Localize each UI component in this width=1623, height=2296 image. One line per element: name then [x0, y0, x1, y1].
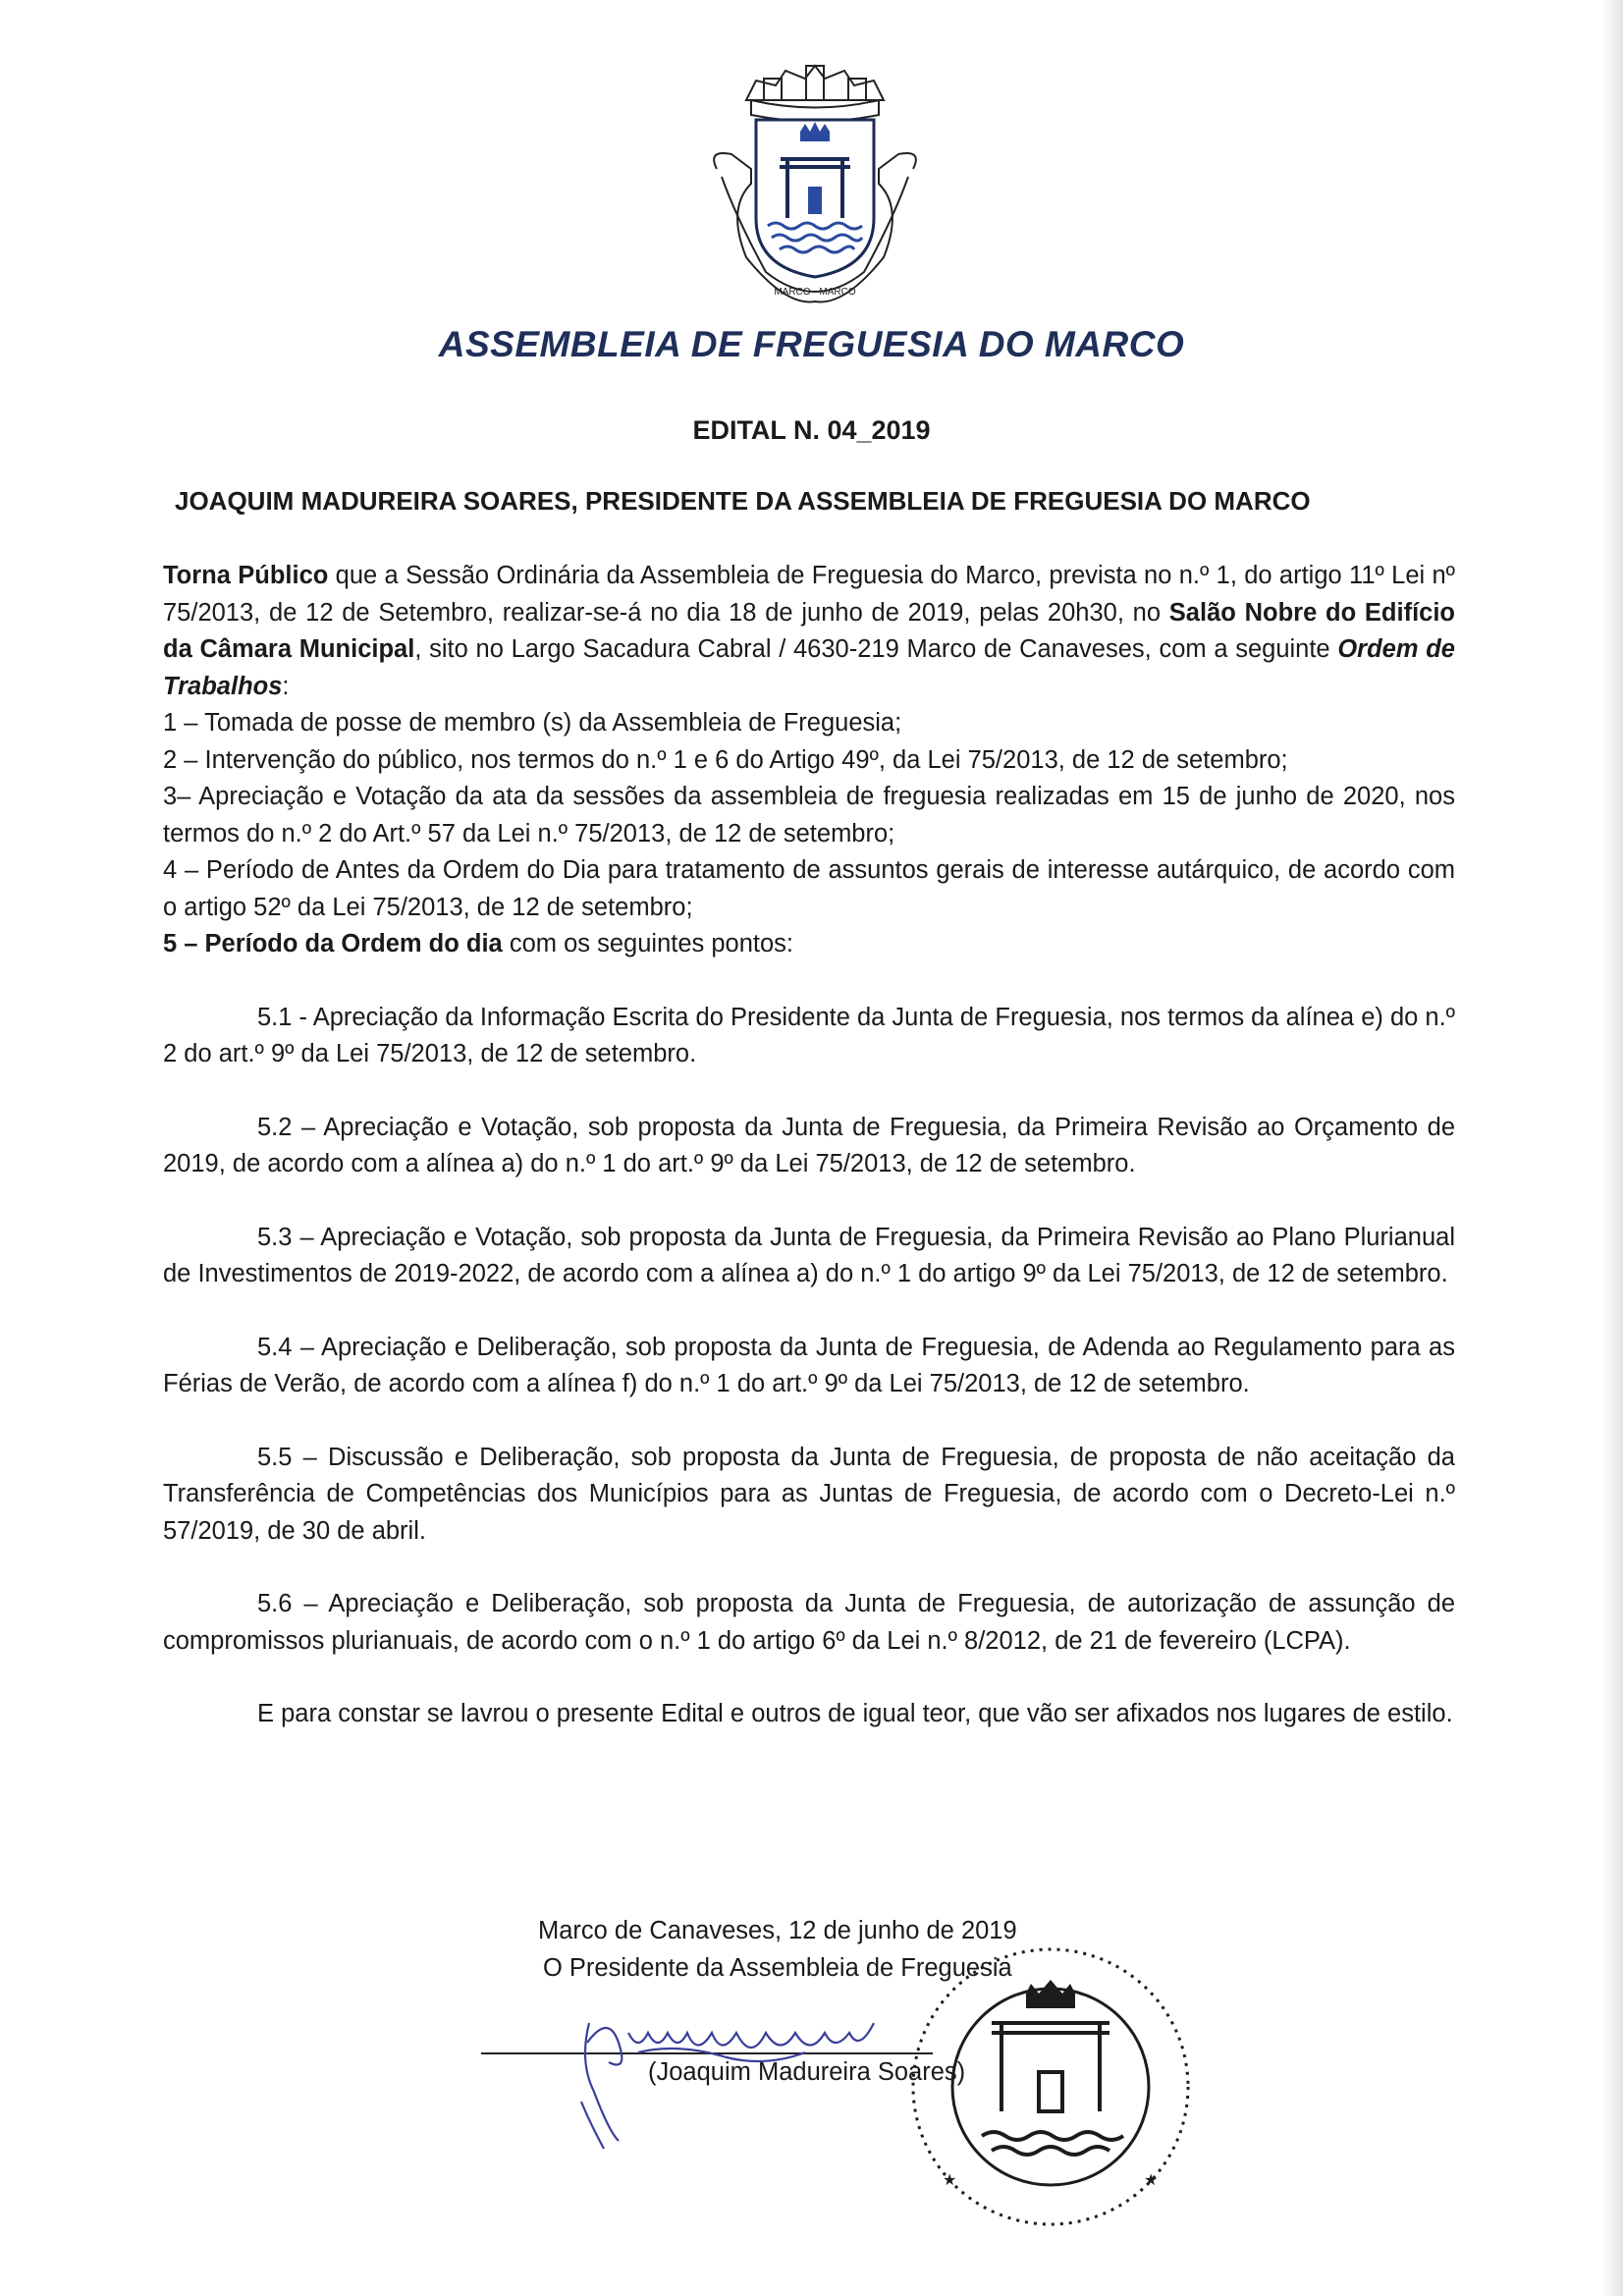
svg-text:★: ★ — [943, 2172, 957, 2189]
item5-label: 5 – Período da Ordem do dia — [163, 930, 503, 957]
handwritten-signature — [471, 1984, 933, 2151]
intro-text-2: , sito no Largo Sacadura Cabral / 4630-219 Marco de Canaveses, com a seguinte — [414, 635, 1338, 663]
agenda-item: 3– Apreciação e Votação da ata da sessões da assembleia de freguesia realizadas em 15 de junho de 2020, nos termos do n.º 2 do Art.º 57 da Lei n.º 75/2013, de 12 de setembro; — [163, 783, 1455, 847]
document-title: ASSEMBLEIA DE FREGUESIA DO MARCO — [438, 324, 1185, 364]
item5-rest: com os seguintes pontos: — [502, 930, 794, 957]
subitem: 5.3 – Apreciação e Votação, sob proposta da Junta de Freguesia, da Primeira Revisão ao Plano Plurianual de Investimentos de 2019-2022, de acordo com a alínea a) do n.º 1 do artigo 9º da Lei 75/2013, de 12 de setembro. — [163, 1223, 1455, 1287]
subitem: 5.5 – Discussão e Deliberação, sob proposta da Junta de Freguesia, de proposta de não aceitação da Transferência de Competências dos Municípios para as Juntas de Freguesia, de acordo com o Decreto-Lei n.º 57/2019, de 30 de abril. — [163, 1443, 1455, 1545]
subitem: 5.4 – Apreciação e Deliberação, sob proposta da Junta de Freguesia, de Adenda ao Regulamento para as Férias de Verão, de acordo com a alínea f) do n.º 1 do art.º 9º da Lei 75/2013, de 12 de setembro. — [163, 1333, 1455, 1397]
official-stamp-icon — [884, 1925, 1217, 2239]
subitem: 5.6 – Apreciação e Deliberação, sob proposta da Junta de Freguesia, de autorização de assunção de compromissos plurianuais, de acordo com o n.º 1 do artigo 6º da Lei n.º 8/2012, de 21 de fevereiro (LCPA). — [163, 1590, 1455, 1655]
agenda-item: 4 – Período de Antes da Ordem do Dia para tratamento de assuntos gerais de interesse autárquico, de acordo com o artigo 52º da Lei 75/2013, de 12 de setembro; — [163, 856, 1455, 921]
agenda-item: 1 – Tomada de posse de membro (s) da Assembleia de Freguesia; — [163, 709, 902, 737]
edital-number: EDITAL N. 04_2019 — [692, 415, 931, 445]
signer-name: (Joaquim Madureira Soares) — [648, 2058, 966, 2086]
intro-lead: Torna Público — [163, 562, 329, 589]
agenda-item-5 — [163, 926, 1455, 963]
subitem: 5.1 - Apreciação da Informação Escrita do Presidente da Junta de Freguesia, nos termos da alínea e) do n.º 2 do art.º 9º da Lei 75/2013, de 12 de setembro. — [163, 1003, 1455, 1067]
agenda-item: 2 – Intervenção do público, nos termos do n.º 1 e 6 do Artigo 49º, da Lei 75/2013, de 12 de setembro; — [163, 745, 1288, 774]
signer-role: O Presidente da Assembleia de Freguesia — [543, 1954, 1012, 1982]
municipal-crest-icon — [677, 61, 952, 326]
subitem: 5.2 – Apreciação e Votação, sob proposta da Junta de Freguesia, da Primeira Revisão ao Orçamento de 2019, de acordo com a alínea a) do n.º 1 do art.º 9º da Lei 75/2013, de 12 de setembro. — [163, 1113, 1455, 1177]
president-heading: JOAQUIM MADUREIRA SOARES, PRESIDENTE DA ASSEMBLEIA DE FREGUESIA DO MARCO — [175, 486, 1311, 516]
svg-text:★: ★ — [1144, 2172, 1159, 2189]
closing-paragraph: E para constar se lavrou o presente Edital e outros de igual teor, que vão ser afixados nos lugares de estilo. — [257, 1700, 1453, 1727]
intro-paragraph — [163, 558, 1455, 705]
scan-edge — [1601, 0, 1623, 2296]
intro-venue: Salão Nobre do Edifício da Câmara Municipal — [163, 598, 1456, 663]
agenda-label: Ordem de Trabalhos — [163, 635, 1455, 700]
svg-text:MARCO · MARCO: MARCO · MARCO — [774, 287, 856, 298]
intro-text-1: que a Sessão Ordinária da Assembleia de Freguesia do Marco, prevista no n.º 1, do artigo 11º Lei nº 75/2013, de 12 de Setembro, realizar-se-á no dia 18 de junho de 2019, pelas 20h30, no — [163, 562, 1455, 627]
place-date: Marco de Canaveses, 12 de junho de 2019 — [538, 1917, 1017, 1944]
document-body — [163, 558, 1455, 1733]
intro-text-3: : — [282, 672, 290, 700]
